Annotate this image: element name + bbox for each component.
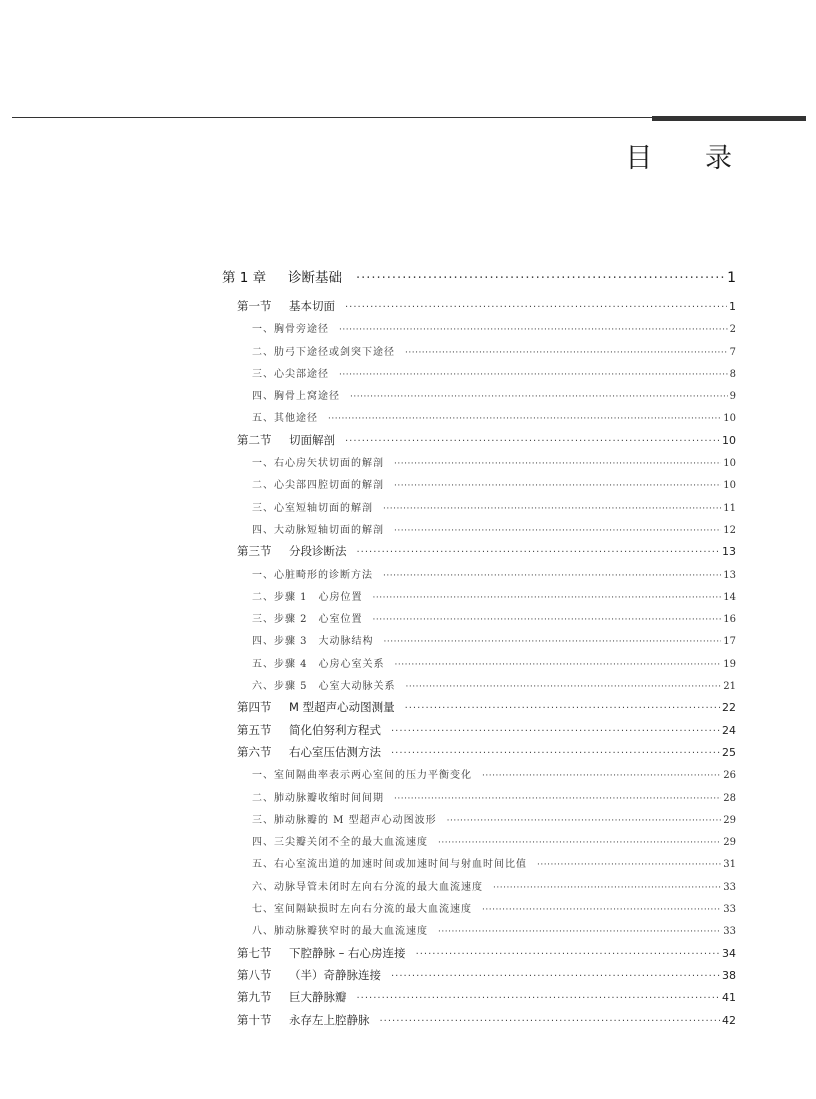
chapter-title: 诊断基础 bbox=[288, 270, 342, 286]
item-title: 二、步骤 1 心房位置 bbox=[252, 591, 363, 603]
toc-item[interactable] bbox=[222, 610, 736, 632]
section-number: 第四节 bbox=[237, 700, 272, 715]
section-title: 基本切面 bbox=[289, 299, 335, 313]
leader-dots bbox=[447, 816, 722, 826]
page-number: 16 bbox=[723, 614, 736, 626]
item-title: 三、肺动脉瓣的 M 型超声心动图波形 bbox=[252, 814, 437, 826]
section-title: 右心室压估测方法 bbox=[289, 744, 381, 759]
leader-dots bbox=[438, 927, 721, 937]
page-number: 19 bbox=[723, 658, 736, 670]
item-title: 三、心尖部途径 bbox=[252, 368, 329, 380]
page-number: 33 bbox=[723, 881, 736, 893]
item-title: 二、肺动脉瓣收缩时间间期 bbox=[252, 792, 384, 804]
toc-item[interactable] bbox=[222, 387, 736, 409]
page-number: 28 bbox=[723, 792, 736, 804]
toc-section[interactable] bbox=[222, 298, 736, 320]
leader-dots bbox=[395, 660, 722, 670]
page-number: 13 bbox=[722, 545, 736, 559]
leader-dots bbox=[438, 838, 721, 848]
item-title: 一、室间隔曲率表示两心室间的压力平衡变化 bbox=[252, 770, 472, 782]
header-rule-thick bbox=[652, 116, 806, 121]
leader-dots bbox=[383, 571, 721, 581]
toc-item[interactable] bbox=[222, 632, 736, 654]
toc-item[interactable] bbox=[222, 409, 736, 431]
item-title: 三、步骤 2 心室位置 bbox=[252, 614, 363, 626]
leader-dots bbox=[350, 392, 728, 402]
page-number: 29 bbox=[723, 814, 736, 826]
leader-dots bbox=[345, 436, 720, 447]
section-number: 第一节 bbox=[237, 299, 272, 313]
section-number: 第二节 bbox=[237, 432, 272, 447]
section-number: 第六节 bbox=[237, 744, 272, 759]
page-number: 33 bbox=[723, 926, 736, 938]
page-number: 2 bbox=[729, 324, 736, 336]
leader-dots bbox=[416, 949, 720, 960]
toc-section[interactable] bbox=[222, 722, 736, 744]
leader-dots bbox=[373, 593, 722, 603]
toc-item[interactable] bbox=[222, 878, 736, 900]
item-title: 六、动脉导管未闭时左向右分流的最大血流速度 bbox=[252, 881, 483, 893]
leader-dots bbox=[482, 771, 721, 781]
leader-dots bbox=[406, 682, 722, 692]
page-number: 10 bbox=[723, 480, 736, 492]
toc-section[interactable] bbox=[222, 744, 736, 766]
page-number: 33 bbox=[723, 904, 736, 916]
leader-dots bbox=[339, 325, 728, 335]
toc-item[interactable] bbox=[222, 789, 736, 811]
page-number: 17 bbox=[723, 636, 736, 648]
toc-item[interactable] bbox=[222, 499, 736, 521]
toc-item[interactable] bbox=[222, 900, 736, 922]
leader-dots bbox=[373, 615, 722, 625]
toc-section[interactable] bbox=[222, 967, 736, 989]
section-title: 分段诊断法 bbox=[289, 544, 347, 559]
leader-dots bbox=[493, 883, 721, 893]
leader-dots bbox=[357, 993, 721, 1004]
leader-dots bbox=[384, 637, 722, 647]
page-number: 34 bbox=[722, 946, 736, 960]
section-number: 第九节 bbox=[237, 990, 272, 1005]
section-number: 第三节 bbox=[237, 544, 272, 559]
section-title: 切面解剖 bbox=[289, 432, 335, 447]
item-title: 二、肋弓下途径或剑突下途径 bbox=[252, 346, 395, 358]
section-title: 巨大静脉瓣 bbox=[289, 990, 347, 1005]
toc-item[interactable] bbox=[222, 343, 736, 365]
leader-dots bbox=[394, 526, 721, 536]
page-number: 9 bbox=[729, 391, 736, 403]
item-title: 三、心室短轴切面的解剖 bbox=[252, 502, 373, 514]
section-title: 下腔静脉 – 右心房连接 bbox=[289, 945, 406, 960]
leader-dots bbox=[405, 703, 720, 714]
header-rule-thin bbox=[12, 117, 652, 118]
leader-dots bbox=[391, 726, 720, 737]
section-number: 第十节 bbox=[237, 1012, 272, 1027]
leader-dots bbox=[391, 971, 720, 982]
section-number: 第七节 bbox=[237, 945, 272, 960]
toc-chapter[interactable] bbox=[222, 266, 736, 292]
page-number: 8 bbox=[729, 368, 736, 380]
page-number: 42 bbox=[722, 1013, 736, 1027]
item-title: 七、室间隔缺损时左向右分流的最大血流速度 bbox=[252, 904, 472, 916]
item-title: 二、心尖部四腔切面的解剖 bbox=[252, 480, 384, 492]
item-title: 四、三尖瓣关闭不全的最大血流速度 bbox=[252, 837, 428, 849]
item-title: 四、胸骨上窝途径 bbox=[252, 391, 340, 403]
toc-item[interactable] bbox=[222, 855, 736, 877]
item-title: 五、其他途径 bbox=[252, 413, 318, 425]
toc-item[interactable] bbox=[222, 766, 736, 788]
leader-dots bbox=[405, 348, 728, 358]
item-title: 一、胸骨旁途径 bbox=[252, 324, 329, 336]
toc-section[interactable] bbox=[222, 945, 736, 967]
leader-dots bbox=[394, 794, 721, 804]
item-title: 一、心脏畸形的诊断方法 bbox=[252, 569, 373, 581]
item-title: 四、大动脉短轴切面的解剖 bbox=[252, 524, 384, 536]
toc-item[interactable] bbox=[222, 811, 736, 833]
toc-entries bbox=[222, 298, 736, 1034]
item-title: 八、肺动脉瓣狭窄时的最大血流速度 bbox=[252, 926, 428, 938]
leader-dots bbox=[394, 459, 721, 469]
page-number: 14 bbox=[723, 591, 736, 603]
toc-item[interactable] bbox=[222, 677, 736, 699]
page-number: 13 bbox=[723, 569, 736, 581]
toc-section[interactable] bbox=[222, 432, 736, 454]
toc-item[interactable] bbox=[222, 454, 736, 476]
toc-item[interactable] bbox=[222, 365, 736, 387]
toc-item[interactable] bbox=[222, 320, 736, 342]
leader-dots bbox=[345, 302, 727, 313]
item-title: 六、步骤 5 心室大动脉关系 bbox=[252, 681, 396, 693]
toc-section[interactable] bbox=[222, 699, 736, 721]
page-number: 12 bbox=[723, 524, 736, 536]
section-title: （半）奇静脉连接 bbox=[289, 967, 381, 982]
page-number: 1 bbox=[729, 300, 736, 313]
leader-dots bbox=[328, 414, 721, 424]
leader-dots bbox=[394, 481, 721, 491]
chapter-number: 第 1 章 bbox=[222, 270, 267, 286]
page-number: 22 bbox=[722, 701, 736, 715]
toc-section[interactable] bbox=[222, 543, 736, 565]
toc-section[interactable] bbox=[222, 1012, 736, 1034]
page-number: 38 bbox=[722, 968, 736, 982]
leader-dots bbox=[356, 271, 725, 286]
page-number: 29 bbox=[723, 837, 736, 849]
leader-dots bbox=[391, 748, 720, 759]
item-title: 一、右心房矢状切面的解剖 bbox=[252, 458, 384, 470]
page-number: 11 bbox=[723, 502, 736, 514]
toc-item[interactable] bbox=[222, 655, 736, 677]
toc-item[interactable] bbox=[222, 833, 736, 855]
page-title: 目 录 bbox=[625, 143, 754, 174]
item-title: 五、右心室流出道的加速时间或加速时间与射血时间比值 bbox=[252, 859, 527, 871]
page-number: 7 bbox=[729, 346, 736, 358]
section-number: 第五节 bbox=[237, 722, 272, 737]
toc-item[interactable] bbox=[222, 922, 736, 944]
toc-item[interactable] bbox=[222, 588, 736, 610]
leader-dots bbox=[537, 860, 721, 870]
toc-item[interactable] bbox=[222, 476, 736, 498]
page-number: 25 bbox=[722, 745, 736, 759]
leader-dots bbox=[482, 905, 721, 915]
item-title: 五、步骤 4 心房心室关系 bbox=[252, 658, 385, 670]
toc-item[interactable] bbox=[222, 566, 736, 588]
leader-dots bbox=[380, 1016, 721, 1027]
toc-item[interactable] bbox=[222, 521, 736, 543]
toc-section[interactable] bbox=[222, 989, 736, 1011]
item-title: 四、步骤 3 大动脉结构 bbox=[252, 636, 374, 648]
page-number: 41 bbox=[722, 991, 736, 1005]
leader-dots bbox=[339, 370, 728, 380]
page-number: 21 bbox=[723, 681, 736, 693]
page-number: 31 bbox=[723, 859, 736, 871]
leader-dots bbox=[357, 547, 721, 558]
page-number: 10 bbox=[723, 458, 736, 470]
section-title: 简化伯努利方程式 bbox=[289, 722, 381, 737]
page-number: 10 bbox=[722, 433, 736, 447]
section-title: M 型超声心动图测量 bbox=[289, 700, 395, 715]
page-number: 24 bbox=[722, 723, 736, 737]
chapter-page: 1 bbox=[727, 270, 736, 286]
section-title: 永存左上腔静脉 bbox=[289, 1012, 370, 1027]
section-number: 第八节 bbox=[237, 967, 272, 982]
table-of-contents bbox=[222, 266, 736, 1034]
page-number: 10 bbox=[723, 413, 736, 425]
page-number: 26 bbox=[723, 770, 736, 782]
leader-dots bbox=[383, 504, 721, 514]
